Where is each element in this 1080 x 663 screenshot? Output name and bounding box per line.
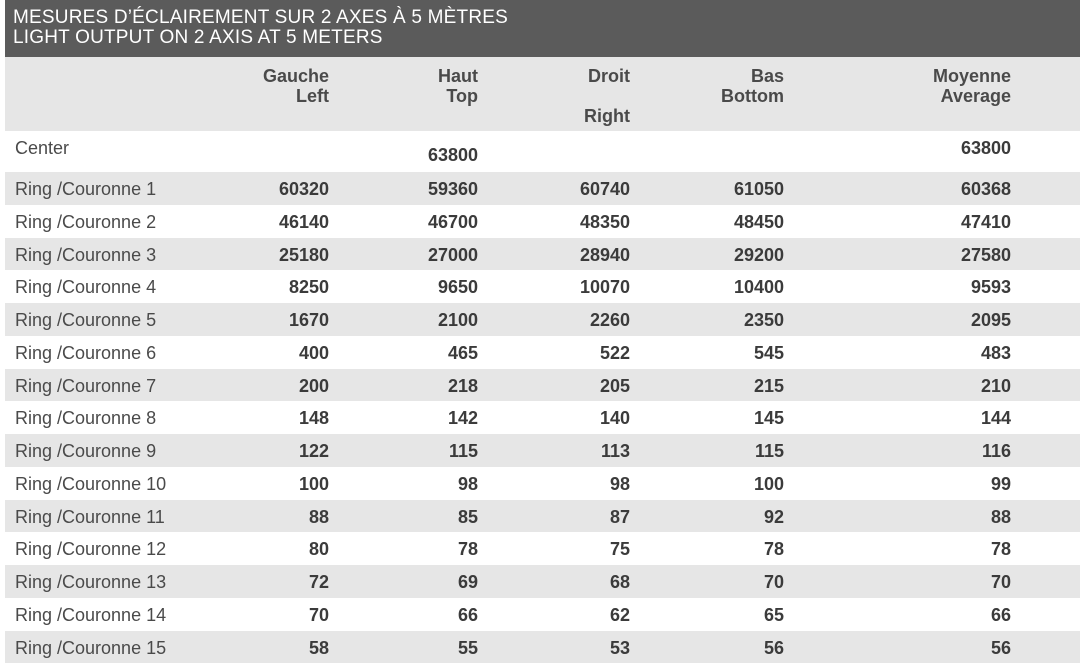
row-label: Ring /Couronne 1 bbox=[15, 179, 157, 199]
cell-bottom: 61050 bbox=[733, 179, 784, 199]
cell-average: 63800 bbox=[960, 138, 1011, 158]
cell-top: 55 bbox=[457, 637, 478, 658]
cell-left: 8250 bbox=[288, 277, 329, 298]
cell-average: 78 bbox=[990, 539, 1011, 560]
cell-right: 98 bbox=[609, 473, 630, 494]
header-right bbox=[584, 66, 630, 126]
table-row bbox=[5, 369, 1080, 402]
table-row bbox=[5, 205, 1080, 238]
cell-bottom: 215 bbox=[753, 375, 784, 396]
table-row bbox=[5, 500, 1080, 533]
header-left bbox=[263, 66, 329, 106]
cell-right: 113 bbox=[600, 441, 630, 461]
header-right-fr: Droit bbox=[588, 66, 630, 86]
cell-average: 2095 bbox=[970, 310, 1011, 330]
cell-bottom: 145 bbox=[753, 408, 784, 429]
cell-bottom: 56 bbox=[763, 637, 784, 658]
row-label: Ring /Couronne 2 bbox=[15, 211, 157, 232]
cell-bottom: 2350 bbox=[743, 310, 784, 330]
table-row-center bbox=[5, 131, 1080, 172]
cell-bottom: 100 bbox=[753, 473, 784, 494]
row-label: Ring /Couronne 13 bbox=[15, 572, 167, 592]
table-title bbox=[5, 0, 1080, 57]
cell-bottom: 78 bbox=[763, 539, 784, 560]
cell-top: 63800 bbox=[427, 145, 478, 165]
cell-left: 72 bbox=[308, 572, 329, 592]
cell-left: 70 bbox=[308, 604, 329, 625]
header-left-fr: Gauche bbox=[262, 66, 329, 86]
row-label: Ring /Couronne 6 bbox=[15, 342, 157, 363]
cell-right: 10070 bbox=[579, 277, 630, 298]
title-english: LIGHT OUTPUT ON 2 AXIS AT 5 METERS bbox=[13, 27, 383, 48]
cell-average: 144 bbox=[980, 408, 1011, 429]
cell-left: 1670 bbox=[288, 310, 329, 330]
cell-top: 218 bbox=[447, 375, 478, 396]
cell-bottom: 29200 bbox=[733, 244, 784, 265]
cell-left: 58 bbox=[308, 637, 329, 658]
cell-right: 28940 bbox=[579, 244, 630, 265]
cell-left: 46140 bbox=[278, 211, 329, 232]
table-row bbox=[5, 631, 1080, 663]
table-header bbox=[5, 57, 1080, 131]
cell-bottom: 115 bbox=[754, 441, 784, 461]
header-right-spacer bbox=[584, 86, 630, 106]
cell-average: 66 bbox=[990, 604, 1011, 625]
table-row bbox=[5, 401, 1080, 434]
table-row bbox=[5, 565, 1080, 598]
cell-right: 2260 bbox=[589, 310, 630, 330]
header-right-en: Right bbox=[584, 106, 630, 126]
cell-average: 9593 bbox=[970, 277, 1011, 298]
header-average bbox=[933, 66, 1011, 106]
cell-right: 53 bbox=[609, 637, 630, 658]
table-row bbox=[5, 532, 1080, 565]
cell-average: 56 bbox=[990, 637, 1011, 658]
cell-top: 2100 bbox=[437, 310, 478, 330]
cell-bottom: 10400 bbox=[733, 277, 784, 298]
row-label: Center bbox=[15, 138, 70, 158]
row-label: Ring /Couronne 11 bbox=[15, 506, 165, 527]
cell-average: 27580 bbox=[960, 244, 1011, 265]
row-label: Ring /Couronne 14 bbox=[15, 604, 167, 625]
cell-top: 46700 bbox=[427, 211, 478, 232]
title-french: MESURES D’ÉCLAIREMENT SUR 2 AXES À 5 MÈTRES bbox=[13, 7, 508, 28]
cell-left: 80 bbox=[308, 539, 329, 560]
cell-left: 100 bbox=[298, 473, 329, 494]
cell-left: 200 bbox=[298, 375, 329, 396]
cell-right: 522 bbox=[599, 342, 630, 363]
row-label: Ring /Couronne 10 bbox=[15, 473, 167, 494]
table-row bbox=[5, 270, 1080, 303]
row-label: Ring /Couronne 12 bbox=[15, 539, 167, 560]
cell-right: 75 bbox=[609, 539, 630, 560]
cell-right: 68 bbox=[609, 572, 630, 592]
cell-bottom: 48450 bbox=[733, 211, 784, 232]
cell-left: 122 bbox=[298, 441, 329, 461]
cell-average: 116 bbox=[981, 441, 1011, 461]
table-row bbox=[5, 467, 1080, 500]
cell-top: 9650 bbox=[437, 277, 478, 298]
row-label: Ring /Couronne 8 bbox=[15, 408, 157, 429]
table-row bbox=[5, 336, 1080, 369]
cell-average: 60368 bbox=[960, 179, 1011, 199]
row-label: Ring /Couronne 7 bbox=[15, 375, 157, 396]
cell-left: 400 bbox=[298, 342, 329, 363]
cell-right: 205 bbox=[599, 375, 630, 396]
row-label: Ring /Couronne 3 bbox=[15, 244, 157, 265]
header-top-fr: Haut bbox=[438, 66, 478, 86]
cell-average: 70 bbox=[990, 572, 1011, 592]
cell-average: 210 bbox=[980, 375, 1011, 396]
table-row bbox=[5, 303, 1080, 336]
header-top-en: Top bbox=[446, 86, 478, 106]
cell-bottom: 70 bbox=[763, 572, 784, 592]
cell-average: 47410 bbox=[960, 211, 1011, 232]
table-row bbox=[5, 238, 1080, 271]
table-row bbox=[5, 172, 1080, 205]
cell-top: 27000 bbox=[427, 244, 478, 265]
cell-bottom: 65 bbox=[763, 604, 784, 625]
table-body bbox=[5, 131, 1080, 663]
row-label: Ring /Couronne 15 bbox=[15, 637, 167, 658]
table-row bbox=[5, 598, 1080, 631]
row-label: Ring /Couronne 9 bbox=[15, 441, 157, 461]
cell-top: 85 bbox=[457, 506, 478, 527]
header-bottom bbox=[721, 66, 784, 106]
cell-left: 25180 bbox=[278, 244, 329, 265]
cell-top: 142 bbox=[447, 408, 478, 429]
row-label: Ring /Couronne 5 bbox=[15, 310, 157, 330]
header-average-en: Average bbox=[940, 86, 1011, 106]
cell-right: 87 bbox=[609, 506, 630, 527]
table-row bbox=[5, 434, 1080, 467]
cell-bottom: 92 bbox=[763, 506, 784, 527]
header-left-en: Left bbox=[296, 86, 329, 106]
cell-left: 88 bbox=[308, 506, 329, 527]
cell-top: 66 bbox=[457, 604, 478, 625]
cell-left: 60320 bbox=[278, 179, 329, 199]
cell-right: 60740 bbox=[579, 179, 630, 199]
cell-top: 115 bbox=[448, 441, 478, 461]
cell-top: 69 bbox=[457, 572, 478, 592]
cell-average: 483 bbox=[980, 342, 1011, 363]
row-label: Ring /Couronne 4 bbox=[15, 277, 157, 298]
header-average-fr: Moyenne bbox=[932, 66, 1011, 86]
cell-average: 88 bbox=[990, 506, 1011, 527]
cell-right: 48350 bbox=[579, 211, 630, 232]
cell-top: 78 bbox=[457, 539, 478, 560]
header-top bbox=[438, 66, 478, 106]
header-bottom-fr: Bas bbox=[750, 66, 784, 86]
cell-top: 98 bbox=[457, 473, 478, 494]
cell-top: 465 bbox=[447, 342, 478, 363]
cell-bottom: 545 bbox=[753, 342, 784, 363]
cell-left: 148 bbox=[298, 408, 329, 429]
cell-top: 59360 bbox=[427, 179, 478, 199]
cell-right: 62 bbox=[609, 604, 630, 625]
header-bottom-en: Bottom bbox=[721, 86, 784, 106]
cell-right: 140 bbox=[599, 408, 630, 429]
cell-average: 99 bbox=[990, 473, 1011, 494]
